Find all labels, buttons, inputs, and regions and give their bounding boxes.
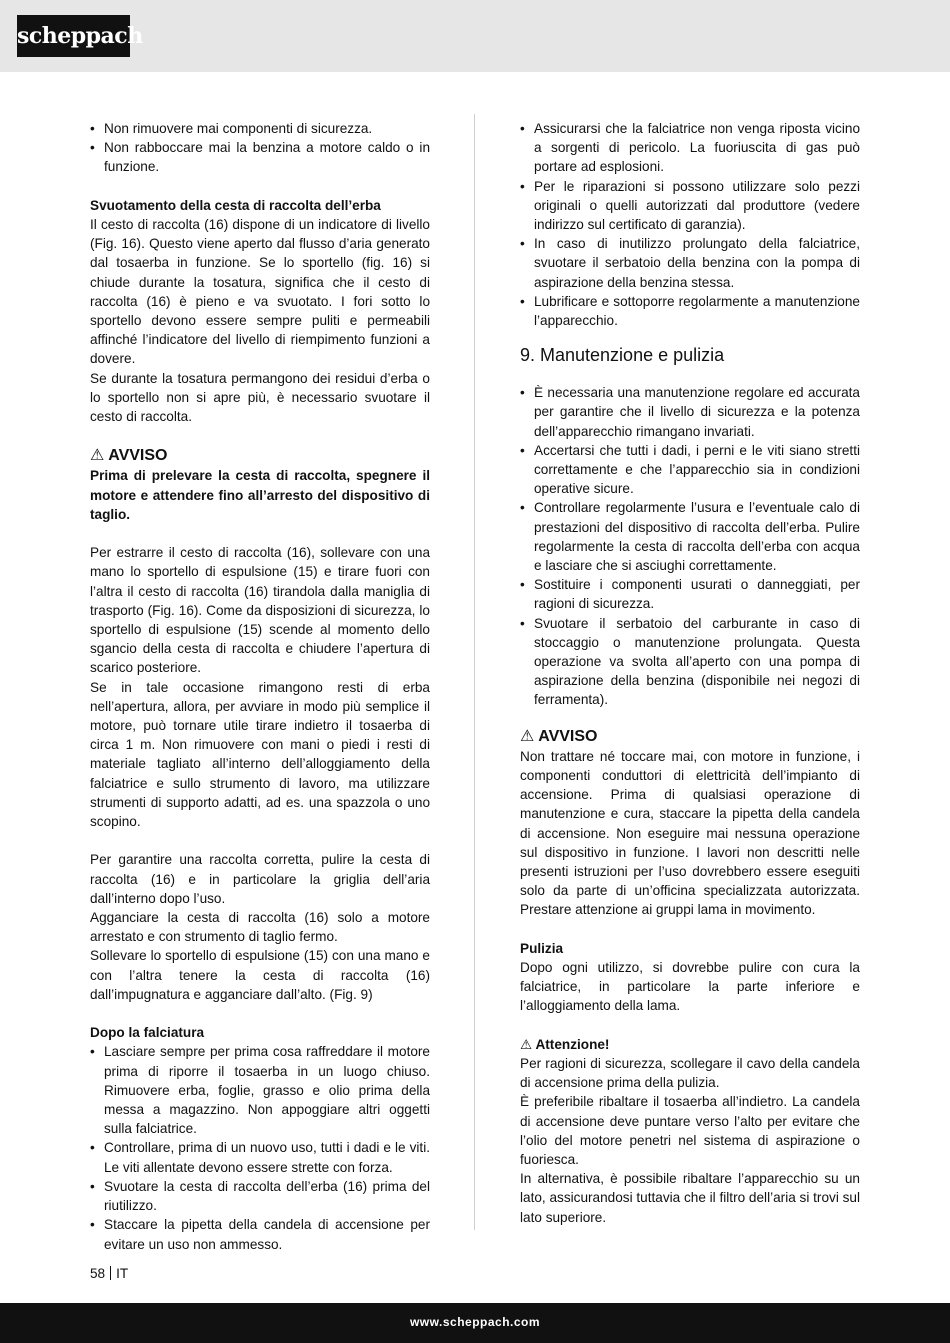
- paragraph: Per estrarre il cesto di raccolta (16), sollevare con una mano lo sportello di espulsione (15) e tirare fuori con l’altra il cesto di raccolta (16) tirandola dalla maniglia di trasporto (Fig. 16). Come da disposizioni di sicurezza, lo sportello di espulsione (15) scende al momento dello sgancio della cesta di raccolta e chiudere l’apertura di scarico posteriore.: [90, 545, 430, 676]
- language-code: IT: [116, 1266, 129, 1281]
- attention-heading: ⚠ Attenzione!: [520, 1036, 610, 1052]
- list-item: • Svuotare il serbatoio del carburante in caso di stoccaggio o manutenzione prolungata. Questa operazione va svolta all’aperto con una pompa di aspirazione della benzina (disponibile nei negozi di ferramenta).: [520, 614, 860, 710]
- list-item: • Controllare regolarmente l’usura e l’eventuale calo di prestazioni del dispositivo di raccolta dell’erba. Pulire regolarmente la cesta di raccolta dell’erba con acqua e lasciare che si asciughi correttamente.: [520, 498, 860, 575]
- paragraph: Sollevare lo sportello di espulsione (15) con una mano e con l’altra tenere la cesta di raccolta (16) dall’impugnatura e agganciare dall’alto. (Fig. 9): [90, 948, 430, 1002]
- page-number-value: 58: [90, 1266, 106, 1281]
- warning-heading: ⚠ AVVISO: [90, 447, 168, 465]
- column-divider: [474, 114, 475, 1230]
- paragraph: Per garantire una raccolta corretta, pulire la cesta di raccolta (16) e in particolare la griglia dell’aria dall’interno dopo l’uso.: [90, 852, 430, 906]
- list-item: • Per le riparazioni si possono utilizzare solo pezzi originali o quelli autorizzati dal produttore (vedere indirizzo sul certificato di garanzia).: [520, 177, 860, 235]
- warning-text: Prima di prelevare la cesta di raccolta, spegnere il motore e attendere fino all’arresto del dispositivo di taglio.: [90, 468, 430, 522]
- list-item: • Staccare la pipetta della candela di accensione per evitare un uso non ammesso.: [90, 1215, 430, 1253]
- footer-url: www.scheppach.com: [409, 1315, 541, 1329]
- storage-bullets: [520, 119, 860, 330]
- list-item: • Sostituire i componenti usurati o danneggiati, per ragioni di sicurezza.: [520, 575, 860, 613]
- list-item: • Assicurarsi che la falciatrice non venga riposta vicino a sorgenti di pericolo. La fuoriuscita di gas può portare ad esplosioni.: [520, 119, 860, 177]
- paragraph: In alternativa, è possibile ribaltare l’apparecchio su un lato, assicurandosi tuttavia che il filtro dell’aria si trovi sul lato superiore.: [520, 1171, 860, 1225]
- paragraph: È preferibile ribaltare il tosaerba all’indietro. La candela di accensione deve puntare verso l’alto per evitare che l’olio del motore penetri nel sistema di aspirazione o fuoriesca.: [520, 1094, 860, 1167]
- paragraph: Per ragioni di sicurezza, scollegare il cavo della candela di accensione prima della pulizia.: [520, 1055, 860, 1091]
- warning-text: Non trattare né toccare mai, con motore in funzione, i componenti conduttori di elettricità dell’impianto di accensione. Prima di qualsiasi operazione di manutenzione e cura, staccare la pipetta della candela di accensione. Non eseguire mai nessuna operazione sul dispositivo in funzione. I lavori non descritti nelle presenti istruzioni per l’uso dovrebbero essere eseguiti solo da parte di un’officina specializzata autorizzata. Prestare attenzione ai gruppi lama in movimento.: [520, 748, 860, 918]
- subheading-empty-basket: Svuotamento della cesta di raccolta dell’erba: [90, 197, 381, 213]
- list-item: • Lubrificare e sottoporre regolarmente a manutenzione l’apparecchio.: [520, 292, 860, 330]
- paragraph: Se in tale occasione rimangono resti di erba nell’apertura, allora, per avviare in modo più semplice il motore, può tornare utile tirare indietro il tosaerba di circa 1 m. Non rimuovere con mani o piedi i resti di materiale tagliato all’interno dell’alloggiamento della falciatrice e sullo strumento di lavoro, ma utilizzare strumenti di supporto adatti, ad es. una spazzola o uno scopino.: [90, 679, 430, 830]
- list-item: • Non rimuovere mai componenti di sicurezza.: [90, 119, 430, 138]
- list-item: • È necessaria una manutenzione regolare ed accurata per garantire che il livello di sicurezza e la potenza dell’apparecchio rimangano invariati.: [520, 383, 860, 441]
- page-number-separator: [110, 1266, 111, 1280]
- page-number: [90, 1266, 128, 1281]
- after-mowing-bullets: [90, 1042, 430, 1253]
- section-heading: 9. Manutenzione e pulizia: [520, 345, 725, 366]
- maintenance-bullets: [520, 383, 860, 709]
- paragraph: Agganciare la cesta di raccolta (16) solo a motore arrestato e con strumento di taglio fermo.: [90, 910, 430, 945]
- left-column: [90, 119, 430, 1254]
- list-item: • Non rabboccare mai la benzina a motore caldo o in funzione.: [90, 138, 430, 176]
- right-column: [520, 119, 860, 1227]
- paragraph: Dopo ogni utilizzo, si dovrebbe pulire con cura la falciatrice, in particolare la parte inferiore e l’alloggiamento della lama.: [520, 959, 860, 1014]
- paragraph: Se durante la tosatura permangono dei residui d’erba o lo sportello non si apre più, è necessario svuotare il cesto di raccolta.: [90, 370, 430, 425]
- intro-bullets: [90, 119, 430, 177]
- scheppach-logo: scheppach: [17, 15, 130, 57]
- subheading-cleaning: Pulizia: [520, 940, 564, 956]
- page-footer: [0, 1303, 950, 1343]
- subheading-after-mowing: Dopo la falciatura: [90, 1025, 205, 1041]
- warning-heading: ⚠ AVVISO: [520, 727, 598, 745]
- paragraph: Il cesto di raccolta (16) dispone di un indicatore di livello (Fig. 16). Questo viene aperto dal flusso d’aria generato dal tosaerba in funzione. Se lo sportello (fig. 16) si chiude durante la tosatura, significa che il cesto di raccolta (16) è pieno e va svuotato. I fori sotto lo sportello devono essere sempre puliti e permeabili affinché l’indicatore del livello di riempimento funzioni a dovere.: [90, 217, 430, 367]
- list-item: • Svuotare la cesta di raccolta dell’erba (16) prima del riutilizzo.: [90, 1177, 430, 1215]
- page-header: [0, 0, 950, 72]
- list-item: • Lasciare sempre per prima cosa raffreddare il motore prima di riporre il tosaerba in un luogo chiuso. Rimuovere erba, foglie, grasso e olio prima della messa a magazzino. Non appoggiare altri oggetti sulla falciatrice.: [90, 1042, 430, 1138]
- list-item: • Accertarsi che tutti i dadi, i perni e le viti siano stretti correttamente e che l’apparecchio sia in condizioni operative sicure.: [520, 441, 860, 499]
- list-item: • Controllare, prima di un nuovo uso, tutti i dadi e le viti. Le viti allentate devono essere strette con forza.: [90, 1138, 430, 1176]
- list-item: • In caso di inutilizzo prolungato della falciatrice, svuotare il serbatoio della benzina con la pompa di aspirazione della benzina stessa.: [520, 234, 860, 292]
